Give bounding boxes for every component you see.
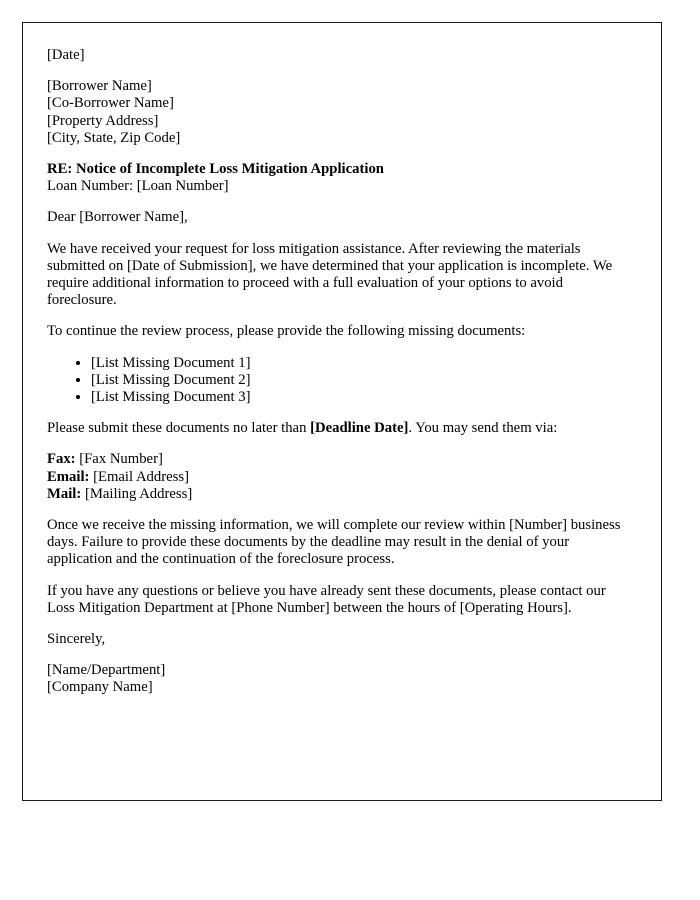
deadline-date-placeholder: [Deadline Date] bbox=[310, 420, 409, 437]
body-paragraph-1: We have received your request for loss mitigation assistance. After reviewing the materials submitted on [Date of Submission], we have determined that your application is incomplete. We require additional information to proceed with a full evaluation of your options to avoid foreclosure. bbox=[47, 240, 613, 309]
deadline-sentence bbox=[47, 420, 635, 437]
list-item: • [List Missing Document 1] bbox=[91, 355, 635, 372]
deadline-sentence-after: . You may send them via: bbox=[408, 420, 558, 437]
list-item: • [List Missing Document 3] bbox=[91, 389, 635, 406]
signature-line-company-name: [Company Name] bbox=[47, 679, 153, 696]
contact-method-mail bbox=[47, 486, 635, 503]
recipient-line-property-address: [Property Address] bbox=[47, 112, 159, 129]
date-block bbox=[47, 47, 635, 64]
salutation-block bbox=[47, 209, 635, 226]
contact-label-mail: Mail: bbox=[47, 485, 82, 502]
body-paragraph-4: If you have any questions or believe you have already sent these documents, please contact our Loss Mitigation Department at [Phone Number] between the hours of [Operating Hours]. bbox=[47, 582, 606, 616]
salutation-line: Dear [Borrower Name], bbox=[47, 209, 188, 226]
signature-block bbox=[47, 662, 635, 696]
contact-method-email bbox=[47, 469, 635, 486]
contact-label-email: Email: bbox=[47, 468, 90, 485]
missing-documents-list bbox=[47, 355, 635, 407]
contact-value-mail: [Mailing Address] bbox=[81, 485, 193, 502]
body-paragraph-2: To continue the review process, please provide the following missing documents: bbox=[47, 323, 526, 340]
contact-label-fax: Fax: bbox=[47, 451, 76, 468]
recipient-line-city-state-zip: [City, State, Zip Code] bbox=[47, 129, 181, 146]
signature-line-name-department: [Name/Department] bbox=[47, 662, 166, 679]
recipient-line-co-borrower-name: [Co-Borrower Name] bbox=[47, 95, 174, 112]
contact-methods-block bbox=[47, 451, 635, 503]
contact-method-fax bbox=[47, 451, 635, 468]
subject-line: RE: Notice of Incomplete Loss Mitigation Application bbox=[47, 161, 384, 178]
contact-value-fax: [Fax Number] bbox=[75, 451, 163, 468]
date-line: [Date] bbox=[47, 47, 85, 63]
subject-block bbox=[47, 161, 635, 195]
closing-line: Sincerely, bbox=[47, 631, 106, 648]
deadline-sentence-before: Please submit these documents no later than bbox=[47, 420, 311, 437]
body-paragraph-3: Once we receive the missing information, we will complete our review within [Number] business days. Failure to provide these documents by the deadline may result in the denial of your application and the continuation of the foreclosure process. bbox=[47, 517, 621, 568]
loan-number-line: Loan Number: [Loan Number] bbox=[47, 178, 229, 195]
recipient-address-block bbox=[47, 78, 635, 147]
closing-block bbox=[47, 631, 635, 648]
list-item: • [List Missing Document 2] bbox=[91, 372, 635, 389]
recipient-line-borrower-name: [Borrower Name] bbox=[47, 78, 152, 95]
letter-content bbox=[47, 47, 635, 697]
letter-page-sheet bbox=[22, 22, 662, 801]
contact-value-email: [Email Address] bbox=[89, 468, 189, 485]
